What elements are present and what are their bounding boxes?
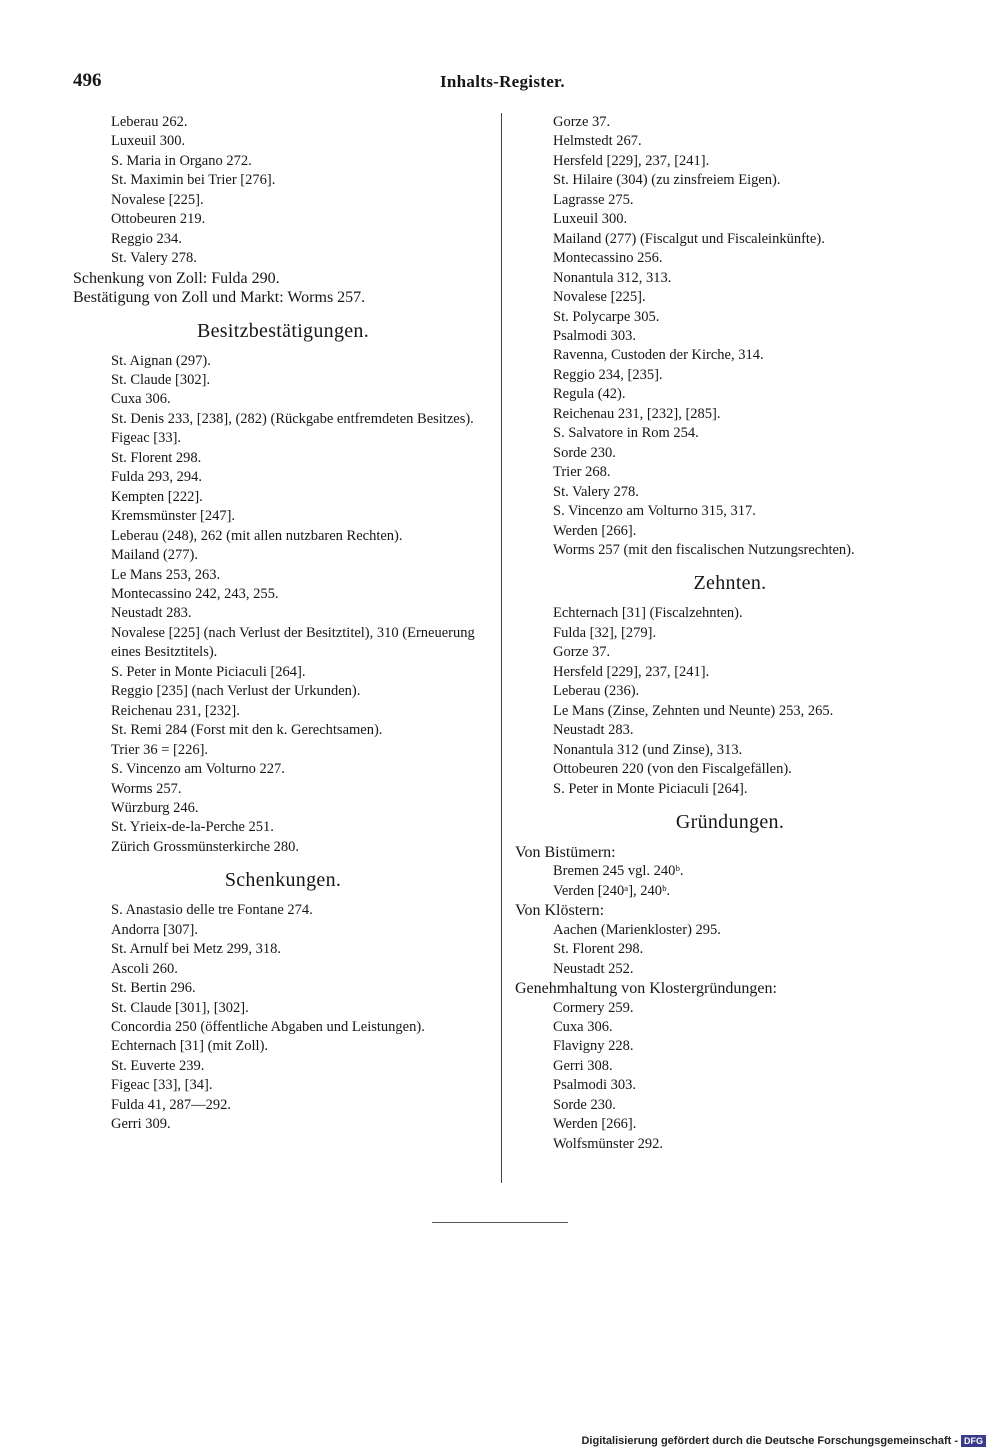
list-item: Fulda 293, 294. xyxy=(111,469,203,486)
list-item: Helmstedt 267. xyxy=(553,133,642,150)
list-item: S. Peter in Monte Piciaculi [264]. xyxy=(111,663,306,680)
list-item: Lagrasse 275. xyxy=(553,191,634,208)
list-item: Nonantula 312 (und Zinse), 313. xyxy=(553,741,743,758)
list-item: Montecassino 256. xyxy=(553,250,663,267)
list-item: Montecassino 242, 243, 255. xyxy=(111,585,279,602)
column-divider xyxy=(501,113,502,1183)
list-item: St. Aignan (297). xyxy=(111,352,211,369)
heading-besitzbestaetigungen: Besitzbestätigungen. xyxy=(196,319,370,342)
list-item: Neustadt 283. xyxy=(553,722,634,739)
list-item: Psalmodi 303. xyxy=(553,1077,636,1094)
schenkung-zoll-entry: Schenkung von Zoll: Fulda 290. xyxy=(73,269,280,287)
list-item: St. Denis 233, [238], (282) (Rückgabe entfremdeten Besitzes). xyxy=(111,410,474,427)
bestaetigung-entry: Bestätigung von Zoll und Markt: Worms 257. xyxy=(73,289,366,307)
list-item: St. Florent 298. xyxy=(111,449,202,466)
list-item: St. Euverte 239. xyxy=(111,1057,205,1074)
list-item: Kremsmünster [247]. xyxy=(111,508,236,525)
list-item: S. Anastasio delle tre Fontane 274. xyxy=(111,902,313,919)
list-item: S. Salvatore in Rom 254. xyxy=(553,425,699,442)
besitz-list xyxy=(73,352,493,858)
list-item: Reggio 234, [235]. xyxy=(553,366,663,383)
list-item: St. Valery 278. xyxy=(111,250,197,267)
list-item: Psalmodi 303. xyxy=(553,327,636,344)
list-item: Andorra [307]. xyxy=(111,921,198,938)
list-item: Werden [266]. xyxy=(553,1116,637,1133)
list-item: St. Maximin bei Trier [276]. xyxy=(111,172,276,189)
list-item: Luxeuil 300. xyxy=(111,133,186,150)
list-item: Worms 257 (mit den fiscalischen Nutzungsrechten). xyxy=(553,541,855,558)
list-item: Echternach [31] (mit Zoll). xyxy=(111,1038,269,1055)
list-item: Sorde 230. xyxy=(553,444,616,461)
list-item: Würzburg 246. xyxy=(111,799,199,816)
list-item: Kempten [222]. xyxy=(111,488,203,505)
left-column xyxy=(73,113,493,1135)
list-item: Figeac [33]. xyxy=(111,430,182,447)
list-item: Figeac [33], [34]. xyxy=(111,1077,213,1094)
subheading-kloester: Von Klöstern: xyxy=(515,902,605,920)
list-item: Gerri 309. xyxy=(111,1116,171,1133)
list-item: Neustadt 252. xyxy=(553,960,634,977)
list-item: S. Peter in Monte Piciaculi [264]. xyxy=(553,780,748,797)
list-item: Le Mans (Zinse, Zehnten und Neunte) 253, 265. xyxy=(553,702,834,719)
list-item: Reichenau 231, [232], [285]. xyxy=(553,405,721,422)
end-separator-rule xyxy=(432,1222,568,1223)
left-top-list xyxy=(73,113,493,269)
list-item: Bremen 245 vgl. 240ᵇ. xyxy=(553,863,684,880)
list-item: Le Mans 253, 263. xyxy=(111,566,221,583)
list-item: Ravenna, Custoden der Kirche, 314. xyxy=(553,347,764,364)
list-item: Fulda 41, 287—292. xyxy=(111,1096,232,1113)
list-item: Werden [266]. xyxy=(553,522,637,539)
list-item: St. Bertin 296. xyxy=(111,980,196,997)
list-item: Wolfsmünster 292. xyxy=(553,1135,663,1152)
schenkungen-list xyxy=(73,901,493,1134)
list-item: Leberau (236). xyxy=(553,683,640,700)
list-item: Verden [240ᵃ], 240ᵇ. xyxy=(553,882,671,899)
list-item: St. Remi 284 (Forst mit den k. Gerechtsamen). xyxy=(111,722,383,739)
list-item: Neustadt 283. xyxy=(111,605,192,622)
subheading-bistuemer: Von Bistümern: xyxy=(515,843,616,861)
footer-text: Digitalisierung gefördert durch die Deutsche Forschungsgemeinschaft - xyxy=(581,1435,958,1447)
list-item: St. Polycarpe 305. xyxy=(553,308,660,325)
list-item: Cuxa 306. xyxy=(111,391,171,408)
page-number: 496 xyxy=(73,70,102,91)
subheading-genehmhaltung: Genehmhaltung von Klostergründungen: xyxy=(515,980,777,998)
zehnten-list xyxy=(515,604,945,799)
list-item: Leberau (248), 262 (mit allen nutzbaren Rechten). xyxy=(111,527,403,544)
dfg-logo: DFG xyxy=(961,1435,986,1447)
list-item: Trier 268. xyxy=(553,464,611,481)
list-item: St. Claude [301], [302]. xyxy=(111,999,249,1016)
list-item: S. Vincenzo am Volturno 227. xyxy=(111,761,285,778)
list-item: St. Yrieix-de-la-Perche 251. xyxy=(111,819,274,836)
heading-schenkungen: Schenkungen. xyxy=(224,869,342,892)
list-item: S. Maria in Organo 272. xyxy=(111,152,252,169)
list-item: Nonantula 312, 313. xyxy=(553,269,672,286)
list-item: Mailand (277). xyxy=(111,547,198,564)
list-item: Novalese [225]. xyxy=(111,191,204,208)
list-item: Ascoli 260. xyxy=(111,960,178,977)
list-item: Sorde 230. xyxy=(553,1096,616,1113)
list-item: Echternach [31] (Fiscalzehnten). xyxy=(553,605,743,622)
list-item: Reggio 234. xyxy=(111,230,182,247)
heading-gruendungen: Gründungen. xyxy=(675,810,785,833)
list-item: St. Arnulf bei Metz 299, 318. xyxy=(111,941,281,958)
list-item: Gorze 37. xyxy=(553,644,611,661)
list-item: Leberau 262. xyxy=(111,114,188,130)
list-item: St. Hilaire (304) (zu zinsfreiem Eigen). xyxy=(553,172,781,189)
list-item: Ottobeuren 219. xyxy=(111,211,206,228)
footer-credit xyxy=(581,1435,986,1447)
list-item: St. Florent 298. xyxy=(553,941,644,958)
list-item: Cormery 259. xyxy=(553,999,634,1016)
right-top-list xyxy=(515,113,945,560)
list-item: Trier 36 = [226]. xyxy=(111,741,209,758)
running-title: Inhalts-Register. xyxy=(440,72,565,91)
list-item: Ottobeuren 220 (von den Fiscalgefällen). xyxy=(553,761,792,778)
list-item: Gorze 37. xyxy=(553,114,611,130)
list-item: Reggio [235] (nach Verlust der Urkunden). xyxy=(111,683,361,700)
right-column xyxy=(515,113,945,1154)
list-item: St. Claude [302]. xyxy=(111,371,211,388)
list-item: St. Valery 278. xyxy=(553,483,639,500)
list-item: Novalese [225]. xyxy=(553,289,646,306)
list-item: Mailand (277) (Fiscalgut und Fiscaleinkünfte). xyxy=(553,230,825,247)
list-item: Zürich Grossmünsterkirche 280. xyxy=(111,838,300,855)
list-item: S. Vincenzo am Volturno 315, 317. xyxy=(553,503,756,520)
list-item: Worms 257. xyxy=(111,780,182,797)
list-item: Aachen (Marienkloster) 295. xyxy=(553,921,721,938)
list-item: Regula (42). xyxy=(553,386,626,403)
list-item: Fulda [32], [279]. xyxy=(553,624,657,641)
list-item: Cuxa 306. xyxy=(553,1019,613,1036)
list-item: Flavigny 228. xyxy=(553,1038,634,1055)
list-item: Novalese [225] (nach Verlust der Besitztitel), 310 (Erneuerung eines Besitztitels). xyxy=(111,624,475,661)
list-item: Concordia 250 (öffentliche Abgaben und Leistungen). xyxy=(111,1019,425,1036)
list-item: Hersfeld [229], 237, [241]. xyxy=(553,663,710,680)
heading-zehnten: Zehnten. xyxy=(693,572,767,595)
list-item: Reichenau 231, [232]. xyxy=(111,702,240,719)
list-item: Gerri 308. xyxy=(553,1057,613,1074)
list-item: Luxeuil 300. xyxy=(553,211,628,228)
list-item: Hersfeld [229], 237, [241]. xyxy=(553,152,710,169)
